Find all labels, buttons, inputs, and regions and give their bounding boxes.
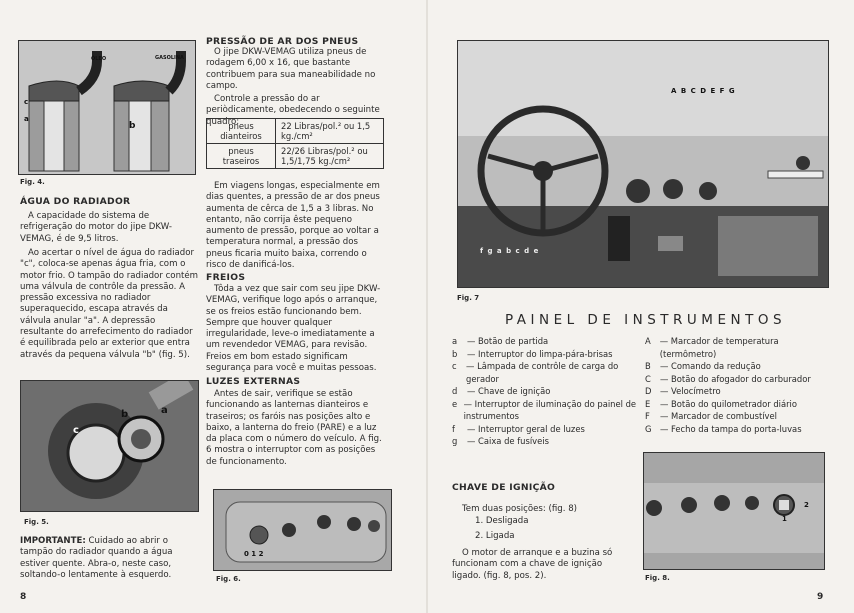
legend-item: [452, 348, 642, 361]
page-number-left: 8: [20, 592, 27, 602]
fig4-caption: Fig. 4.: [20, 178, 45, 186]
fig6-positions: 0 1 2: [244, 550, 264, 558]
fig5-caption: Fig. 5.: [24, 518, 49, 526]
fig8-image: [643, 452, 825, 570]
legend-key: F: [645, 411, 650, 421]
importante-text: Cuidado ao abrir o tampão do radiador quando a água estiver quente. Abra-o, neste caso, soltando-o lentamente à esquerdo.: [20, 536, 173, 580]
table-cell: 22 Libras/pol.² ou 1,5 kg./cm²: [276, 119, 384, 144]
fig4-label-b: b: [129, 121, 136, 131]
table-cell: pneus traseiros: [207, 144, 276, 169]
legend-lower: [452, 335, 642, 448]
legend-text: — Caixa de fusíveis: [467, 436, 549, 446]
legend-key: f: [452, 423, 455, 434]
legend-key: A: [645, 336, 651, 346]
legend-key: d: [452, 386, 458, 396]
legend-item: [452, 435, 642, 448]
legend-text: — Marcador de combustível: [660, 411, 777, 421]
legend-key: C: [645, 373, 651, 384]
fig4-image: [18, 40, 196, 175]
freios-text: Tôda a vez que sair com seu jipe DKW-VEMAG, verifique logo após o arranque, se os freios estão funcionando bem. Sempre que houver qualquer irregularidade, leve-o imediatamente a um revendedor VEMAG, para revisão. Freios em bom estado significam segurança para você e muitas pessoas.: [206, 284, 381, 374]
fig8-caption: Fig. 8.: [645, 574, 670, 582]
legend-key: e: [452, 398, 458, 409]
legend-key: b: [452, 348, 458, 359]
agua-paragraph-2: Ao acertar o nível de água do radiador "c", coloca-se apenas água fria, com o motor frio. O tampão do radiador contém uma válvula de contrôle da pressão. A pressão excessiva no radiador superaquecido, escapa através da válvula anular "a". A depressão resultante do arrefecimento do radiador é equilibrada pelo ar exterior que entra através da pequena válvula "b" (fig. 5).: [20, 248, 199, 360]
table-row: [207, 119, 384, 144]
importante-label: IMPORTANTE:: [20, 536, 86, 546]
importante-note: [20, 536, 202, 581]
legend-key: a: [452, 336, 458, 346]
legend-text: — Botão do afogador do carburador: [660, 373, 811, 384]
pressao-paragraph-1: O jipe DKW-VEMAG utiliza pneus de rodagem 6,00 x 16, que bastante contribuem para sua maneabilidade no campo.: [206, 47, 376, 91]
legend-item: [452, 385, 642, 398]
legend-item: [452, 423, 642, 436]
fig4-label-a: a: [24, 115, 29, 123]
legend-item: [645, 360, 835, 373]
right-page: [427, 0, 854, 613]
legend-item: [452, 360, 642, 385]
legend-text: — Lâmpada de contrôle de carga do gerador: [466, 361, 619, 384]
legend-key: B: [645, 361, 651, 371]
legend-upper: [645, 335, 835, 435]
pressao-paragraph-3: Em viagens longas, especialmente em dias quentes, a pressão de ar dos pneus aumenta de cêrca de 1,5 a 3 libras. No entanto, não corrija êste pequeno aumento de pressão, porque ao voltar a temperatura normal, a pressão dos pneus ficaria muito baixa, correndo o risco de danificá-los.: [206, 181, 380, 271]
legend-item: [645, 398, 835, 411]
legend-key: g: [452, 436, 458, 446]
fig7-image: [457, 40, 829, 288]
legend-text: — Interruptor geral de luzes: [467, 423, 585, 434]
fig5-label-b: b: [121, 409, 129, 420]
table-cell: pneus dianteiros: [207, 119, 276, 144]
legend-item: [645, 423, 835, 436]
chave-text: O motor de arranque e a buzina só funcionam com a chave de ignição ligado. (fig. 8, pos. 2).: [452, 548, 613, 581]
pressao-paragraph-2: Controle a pressão do ar periòdicamente, obedecendo o seguinte quadro:: [206, 94, 380, 127]
legend-item: [452, 335, 642, 348]
fig6-image: [213, 489, 392, 571]
tire-pressure-table: [206, 118, 384, 169]
radiator-cap-photo: [21, 381, 198, 511]
chave-intro: Tem duas posições: (fig. 8): [462, 504, 578, 514]
legend-text: — Fecho da tampa do porta-luvas: [660, 423, 802, 434]
legend-text: — Interruptor do limpa-pára-brisas: [467, 348, 613, 359]
fig5-label-a: a: [161, 405, 168, 416]
fig7-letters-bottom: f g a b c d e: [480, 247, 540, 255]
fig4-label-oleo: ÓLEO: [91, 56, 107, 62]
legend-text: — Botão do quilometrador diário: [660, 398, 797, 409]
legend-item: [645, 385, 835, 398]
fig4-label-c: c: [24, 98, 29, 106]
legend-key: E: [645, 398, 651, 409]
legend-key: G: [645, 423, 652, 434]
legend-key: c: [452, 361, 457, 371]
painel-title: PAINEL DE INSTRUMENTOS: [505, 312, 787, 328]
table-cell: 22/26 Libras/pol.² ou 1,5/1,75 kg./cm²: [276, 144, 384, 169]
agua-paragraph-1: A capacidade do sistema de refrigeração do motor do jipe DKW-VEMAG, é de 9,5 litros.: [20, 211, 172, 244]
fig4-label-gasolina: GASOLINA: [155, 55, 184, 61]
legend-text: — Marcador de temperatura (termômetro): [659, 336, 779, 359]
legend-item: [645, 335, 835, 360]
legend-text: — Interruptor de iluminação do painel de instrumentos: [463, 398, 637, 421]
fig8-pos1: 1: [782, 515, 787, 523]
fig6-caption: Fig. 6.: [216, 575, 241, 583]
fig8-pos2: 2: [804, 501, 809, 509]
chave-option-2: 2. Ligada: [475, 531, 515, 541]
chave-option-1: 1. Desligada: [475, 516, 529, 526]
freios-title: FREIOS: [206, 272, 246, 283]
legend-key: D: [645, 386, 652, 396]
legend-item: [645, 373, 835, 386]
legend-item: [452, 398, 642, 423]
legend-text: — Botão de partida: [467, 336, 549, 346]
fig5-label-c: c: [73, 425, 79, 436]
ignition-switch-panel: [644, 453, 824, 569]
chave-title: CHAVE DE IGNIÇÃO: [452, 482, 556, 493]
agua-title: ÁGUA DO RADIADOR: [20, 196, 131, 207]
fig7-caption: Fig. 7: [457, 294, 480, 302]
fig7-letters-top: A B C D E F G: [671, 87, 736, 95]
luzes-text: Antes de sair, verifique se estão funcionando as lanternas dianteiros e traseiros; os faróis nas posições alto e baixo, a lanterna do freio (PARE) e a luz da placa com o número do veículo. A fig. 6 mostra o interruptor com as posições de funcionamento.: [206, 389, 382, 467]
light-switch-panel: [214, 490, 391, 570]
legend-text: — Chave de ignição: [467, 386, 551, 396]
fig5-image: [20, 380, 199, 512]
page-number-right: 9: [817, 592, 824, 602]
table-row: [207, 144, 384, 169]
luzes-title: LUZES EXTERNAS: [206, 376, 301, 387]
legend-text: — Comando da redução: [660, 361, 761, 371]
legend-text: — Velocímetro: [660, 386, 721, 396]
pressao-title: PRESSÃO DE AR DOS PNEUS: [206, 36, 359, 47]
legend-item: [645, 410, 835, 423]
